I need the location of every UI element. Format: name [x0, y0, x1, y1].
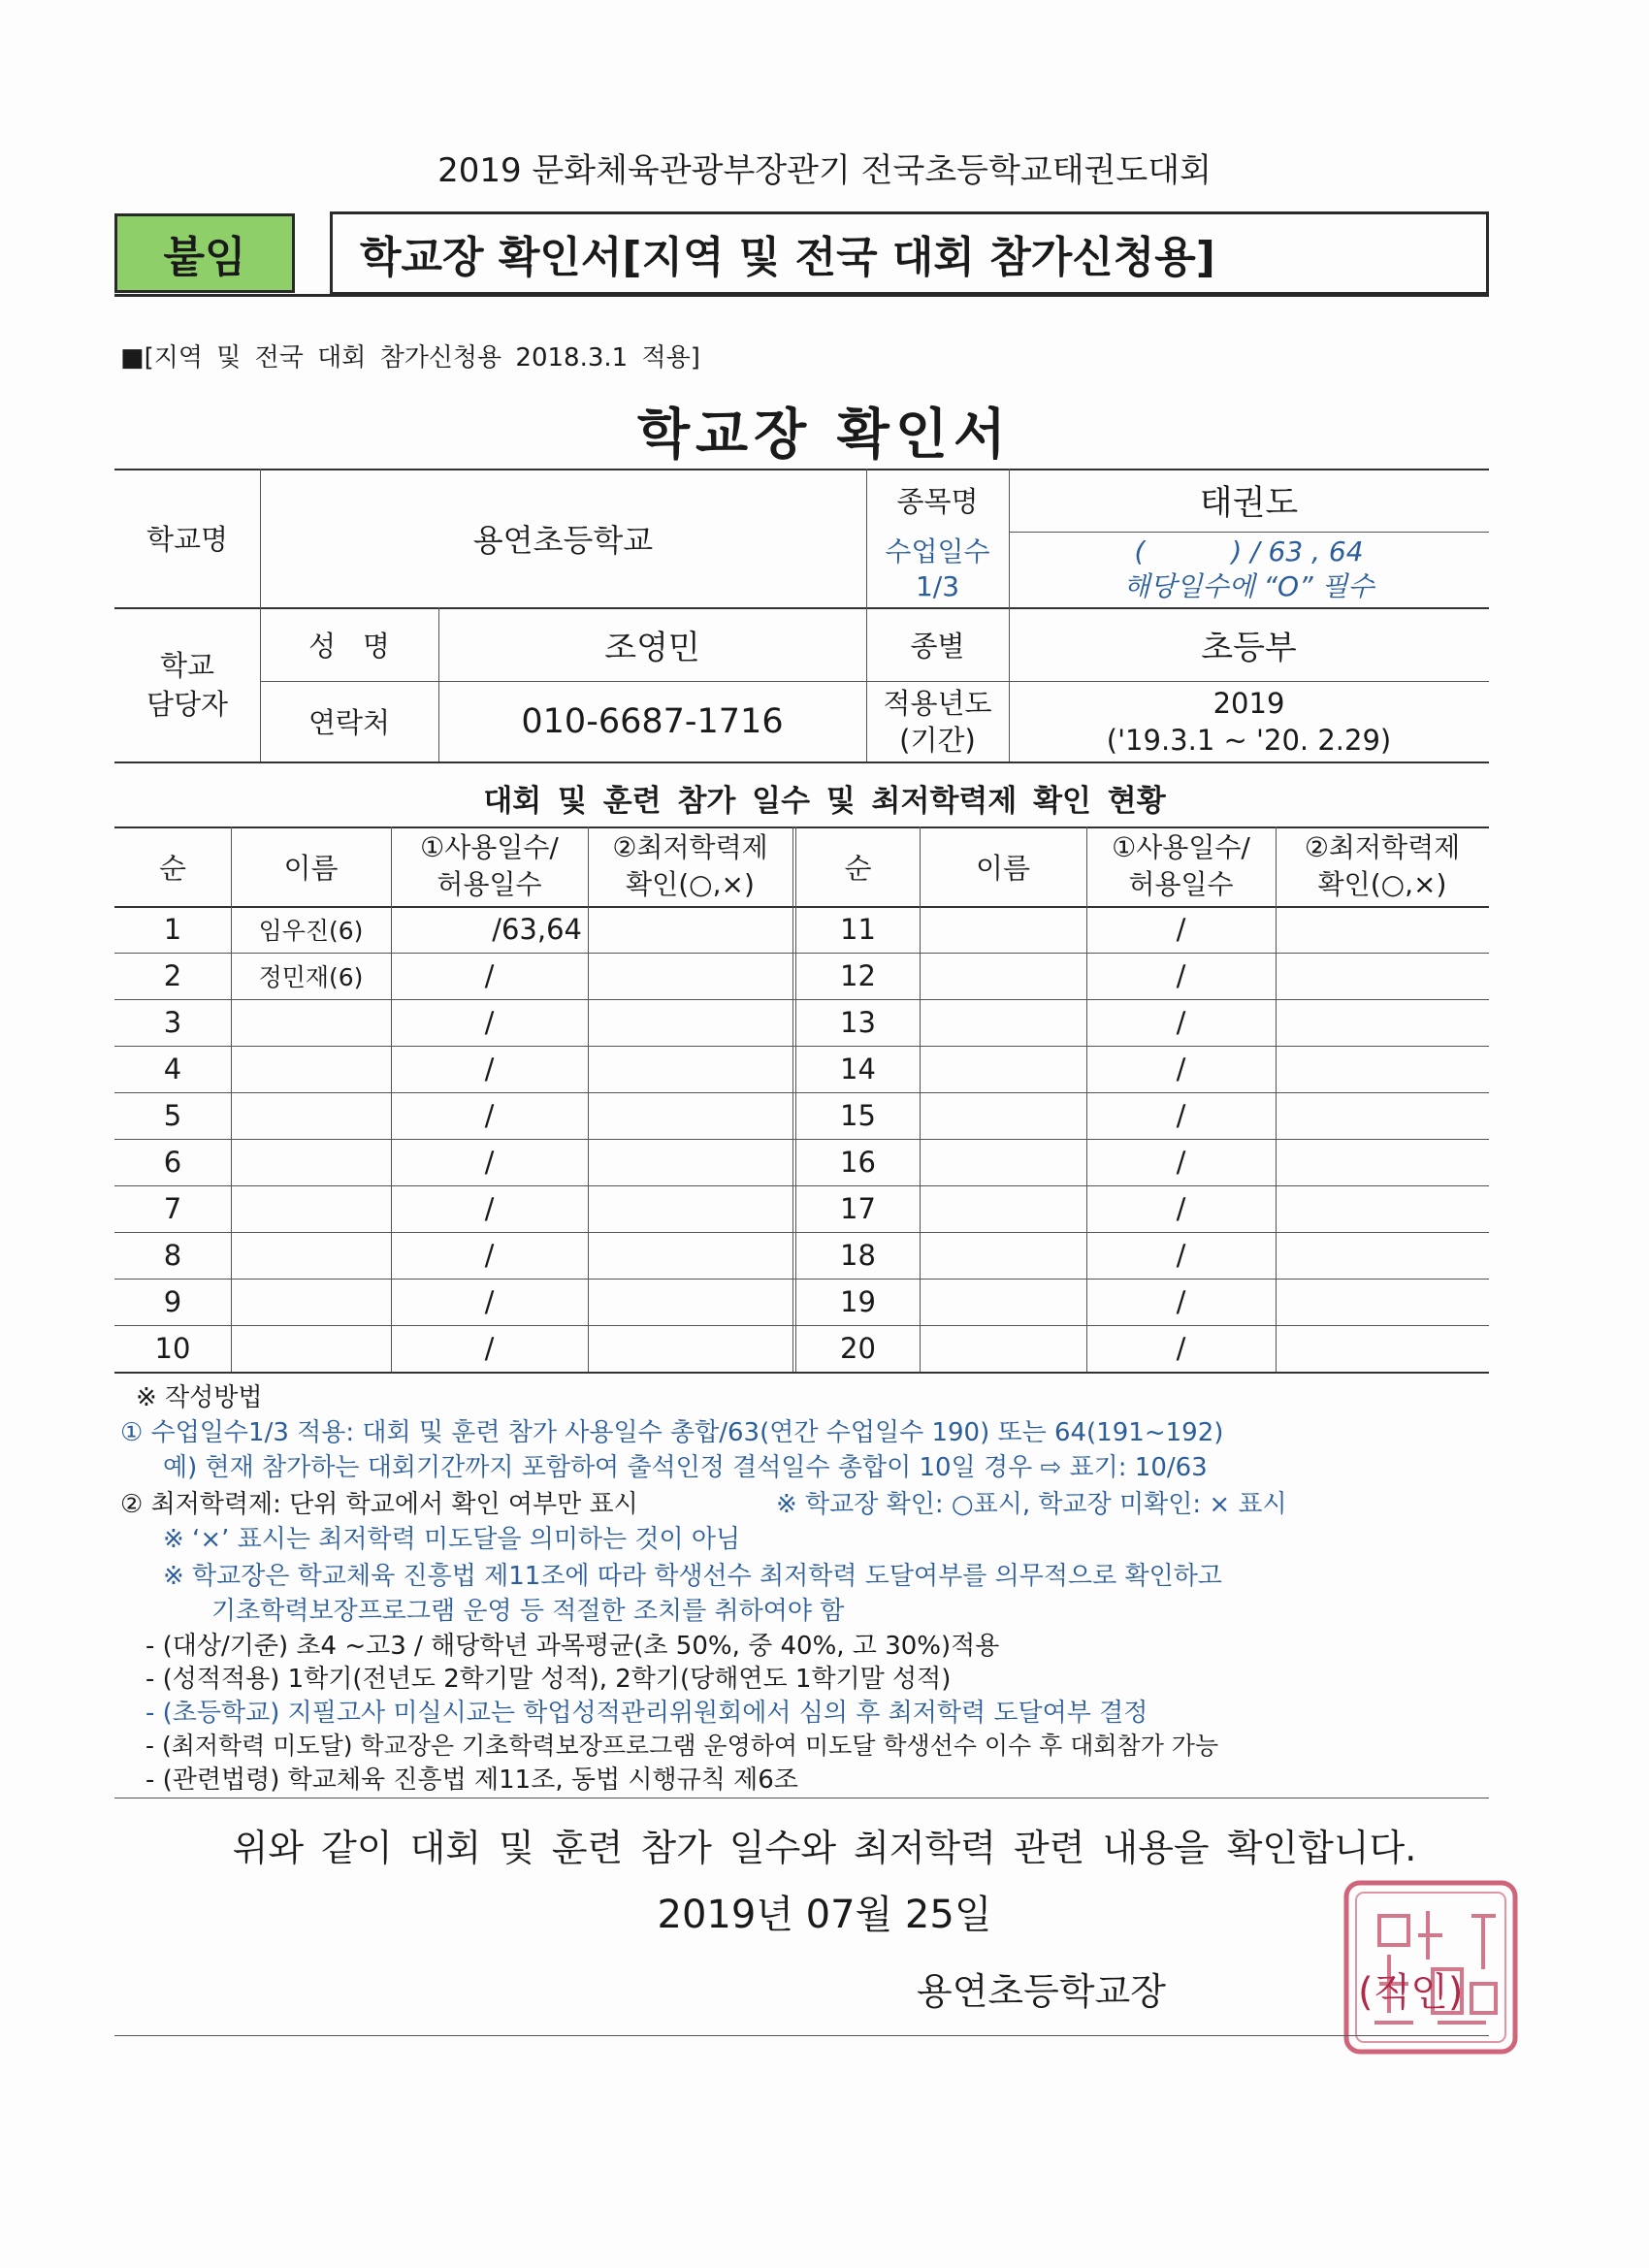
instruction-8: - (최저학력 미도달) 학교장은 기초학력보장프로그램 운영하여 미도달 학생선수 이수 후 대회참가 가능: [146, 1732, 1219, 1760]
header-name: 이름: [283, 851, 339, 885]
row-days: /63,64: [492, 913, 582, 946]
row-name: [920, 1279, 1086, 1325]
instruction-6: - (성적적용) 1학기(전년도 2학기말 성적), 2학기(당해연도 1학기말 성적): [146, 1665, 952, 1694]
row-check: [1276, 953, 1489, 999]
row-days: /: [484, 1332, 495, 1365]
header-divider: [114, 294, 1489, 297]
year-label: [866, 681, 1009, 761]
row-check: [1276, 1139, 1489, 1185]
instruction-7: - (초등학교) 지필고사 미실시교는 학업성적관리위원회에서 심의 후 최저학력 도달여부 결정: [146, 1699, 1148, 1728]
row-no: 16: [840, 1146, 876, 1179]
class-days-value-line1: ( ) / 63 , 64: [1134, 535, 1364, 567]
row-name: [231, 1279, 391, 1325]
event-value: 태권도: [1199, 483, 1299, 523]
row-days: /: [484, 1285, 495, 1318]
principal-signature-line: 용연초등학교장: [917, 1970, 1166, 2013]
instruction-9: - (관련법령) 학교체육 진흥법 제11조, 동법 시행규칙 제6조: [146, 1766, 798, 1795]
row-name: [920, 906, 1086, 953]
row-no: 18: [840, 1239, 876, 1272]
row-check: [1276, 999, 1489, 1046]
contact-value: 010-6687-1716: [521, 701, 784, 741]
row-check: [1276, 1279, 1489, 1325]
row-check: [1276, 1185, 1489, 1232]
row-no: 8: [163, 1239, 182, 1272]
confirmation-date: 2019년 07월 25일: [657, 1893, 992, 1937]
row-name: [920, 1232, 1086, 1279]
row-name: [231, 1185, 391, 1232]
row-name: [920, 953, 1086, 999]
instruction-5: - (대상/기준) 초4 ~고3 / 해당학년 과목평균(초 50%, 중 40%, 고 30%)적용: [146, 1632, 1000, 1661]
row-no: 10: [154, 1332, 191, 1365]
row-name: [231, 1046, 391, 1092]
row-check: [1276, 1325, 1489, 1372]
confirmation-statement: 위와 같이 대회 및 훈련 참가 일수와 최저학력 관련 내용을 확인합니다.: [232, 1827, 1417, 1869]
header-days-line1: ①사용일수/: [420, 831, 559, 863]
row-check: [588, 1046, 792, 1092]
row-days: /: [1176, 1285, 1186, 1318]
row-days: /: [484, 1006, 495, 1039]
row-name: [920, 1092, 1086, 1139]
instruction-2a: ② 최저학력제: 단위 학교에서 확인 여부만 표시: [120, 1490, 638, 1519]
year-label-line2: (기간): [899, 723, 976, 757]
row-check: [588, 1139, 792, 1185]
row-days: /: [1176, 1146, 1186, 1179]
row-check: [1276, 1046, 1489, 1092]
header-academic: [588, 826, 792, 906]
row-check: [1276, 1232, 1489, 1279]
header-days-line1: ①사용일수/: [1112, 831, 1250, 863]
row-days: /: [484, 959, 495, 992]
header-academic-line2: 확인(○,×): [1317, 868, 1447, 900]
row-name: 정민재(6): [258, 963, 364, 991]
row-name: [231, 1325, 391, 1372]
instruction-4a: ※ 학교장은 학교체육 진흥법 제11조에 따라 학생선수 최저학력 도달여부를 의무적으로 확인하고: [163, 1562, 1222, 1591]
instruction-1a: ① 수업일수1/3 적용: 대회 및 훈련 참가 사용일수 총합/63(연간 수업일수 190) 또는 64(191~192): [120, 1418, 1224, 1447]
row-name: [231, 1092, 391, 1139]
row-check: [588, 1232, 792, 1279]
header-academic-line1: ②최저학력제: [1304, 831, 1461, 863]
division-label: 종별: [910, 629, 965, 663]
row-name: [231, 999, 391, 1046]
contact-label: 연락처: [307, 706, 391, 739]
row-no: 14: [840, 1053, 876, 1085]
header-academic: [1276, 826, 1489, 906]
row-check: [588, 906, 792, 953]
row-no: 13: [840, 1006, 876, 1039]
class-days-label-line1: 수업일수: [885, 535, 990, 567]
row-no: 2: [163, 959, 182, 992]
row-no: 20: [840, 1332, 876, 1365]
year-value-line1: 2019: [1212, 686, 1285, 720]
row-no: 17: [840, 1192, 876, 1225]
seal-label: (직인): [1358, 1970, 1464, 2015]
class-days-value-line2: 해당일수에 “O” 필수: [1123, 570, 1374, 602]
manager-label: [114, 607, 260, 761]
name-value: 조영민: [604, 628, 700, 667]
header-name: 이름: [975, 851, 1031, 885]
manager-label-line2: 담당자: [146, 687, 229, 721]
row-days: /: [1176, 1053, 1186, 1085]
header-academic-line2: 확인(○,×): [626, 868, 755, 900]
row-check: [588, 1325, 792, 1372]
class-days-label: [866, 532, 1009, 607]
school-label: 학교명: [146, 523, 229, 556]
row-days: /: [1176, 959, 1186, 992]
row-check: [1276, 906, 1489, 953]
row-check: [588, 953, 792, 999]
name-label: 성 명: [308, 629, 390, 663]
row-days: /: [1176, 1099, 1186, 1132]
row-check: [588, 999, 792, 1046]
event-title: 2019 문화체육관광부장관기 전국초등학교태권도대회: [437, 151, 1212, 190]
row-no: 11: [840, 913, 876, 946]
row-days: /: [1176, 1332, 1186, 1365]
row-days: /: [1176, 913, 1186, 946]
header-days-line2: 허용일수: [436, 868, 542, 900]
row-no: 12: [840, 959, 876, 992]
document-title: 학교장 확인서: [636, 404, 1013, 467]
header-academic-line1: ②최저학력제: [612, 831, 768, 863]
info-table-bottom-border: [114, 761, 1489, 763]
row-days: /: [484, 1053, 495, 1085]
instruction-3: ※ ‘×’ 표시는 최저학력 미도달을 의미하는 것이 아님: [163, 1525, 741, 1554]
instruction-4b: 기초학력보장프로그램 운영 등 적절한 조치를 취하여야 함: [211, 1597, 845, 1626]
row-no: 9: [163, 1285, 182, 1318]
row-no: 19: [840, 1285, 876, 1318]
class-days-value: [1009, 532, 1489, 607]
school-value: 용연초등학교: [472, 521, 654, 559]
row-check: [588, 1185, 792, 1232]
row-name: [920, 1139, 1086, 1185]
row-check: [588, 1279, 792, 1325]
year-label-line1: 적용년도: [883, 686, 992, 720]
row-check: [588, 1092, 792, 1139]
year-value: [1009, 681, 1489, 761]
class-days-label-line2: 1/3: [915, 570, 960, 602]
header-days: [1086, 826, 1276, 906]
row-no: 3: [163, 1006, 182, 1039]
row-name: [920, 1185, 1086, 1232]
header-no: 순: [844, 851, 872, 885]
row-no: 7: [163, 1192, 182, 1225]
header-days-line2: 허용일수: [1128, 868, 1234, 900]
row-no: 15: [840, 1099, 876, 1132]
row-days: /: [484, 1239, 495, 1272]
header-title-box: 학교장 확인서[지역 및 전국 대회 참가신청용]: [330, 211, 1489, 295]
row-name: [231, 1139, 391, 1185]
row-name: [920, 1046, 1086, 1092]
bottom-divider: [114, 2035, 1489, 2036]
attachment-badge: 붙임: [114, 213, 295, 293]
year-value-line2: ('19.3.1 ~ '20. 2.29): [1106, 723, 1392, 757]
row-name: 임우진(6): [258, 917, 364, 945]
row-no: 6: [163, 1146, 182, 1179]
instructions-heading: ※ 작성방법: [136, 1383, 263, 1412]
row-days: /: [484, 1099, 495, 1132]
manager-label-line1: 학교: [159, 648, 215, 682]
row-name: [920, 1325, 1086, 1372]
row-name: [231, 1232, 391, 1279]
instruction-1b: 예) 현재 참가하는 대회기간까지 포함하여 출석인정 결석일수 총합이 10일 경우 ⇨ 표기: 10/63: [163, 1453, 1208, 1482]
row-check: [1276, 1092, 1489, 1139]
row-days: /: [484, 1192, 495, 1225]
division-value: 초등부: [1201, 628, 1297, 667]
header-days: [391, 826, 588, 906]
row-name: [920, 999, 1086, 1046]
row-no: 1: [163, 913, 182, 946]
row-no: 4: [163, 1053, 182, 1085]
row-days: /: [484, 1146, 495, 1179]
applicability-note: ■[지역 및 전국 대회 참가신청용 2018.3.1 적용]: [120, 343, 700, 373]
table-bottom-border: [114, 1372, 1489, 1374]
row-days: /: [1176, 1192, 1186, 1225]
instruction-2b: ※ 학교장 확인: ○표시, 학교장 미확인: × 표시: [776, 1490, 1287, 1519]
row-days: /: [1176, 1239, 1186, 1272]
header-no: 순: [158, 851, 186, 885]
row-days: /: [1176, 1006, 1186, 1039]
row-no: 5: [163, 1099, 182, 1132]
event-label: 종목명: [896, 485, 979, 518]
participation-table-caption: 대회 및 훈련 참가 일수 및 최저학력제 확인 현황: [483, 784, 1166, 819]
